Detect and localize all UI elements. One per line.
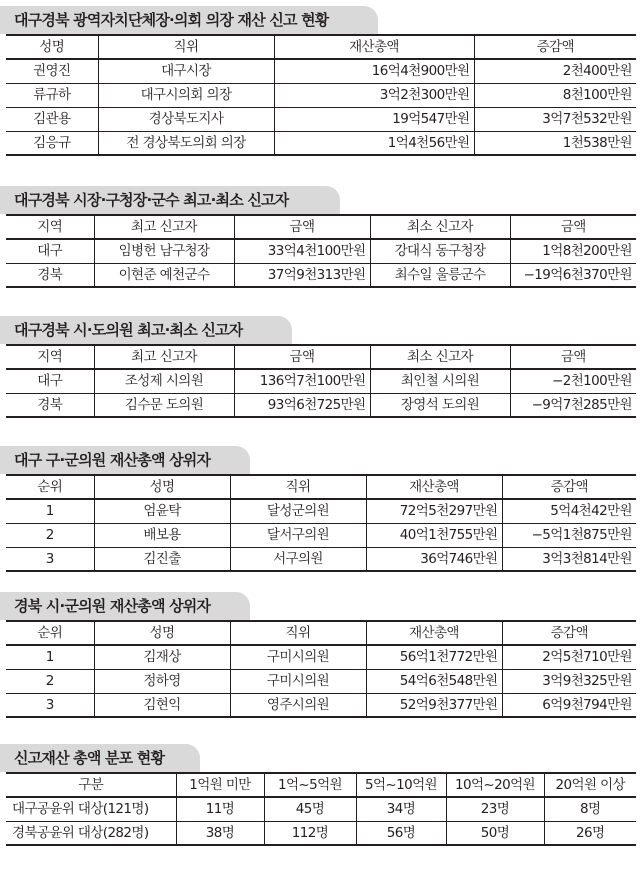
table-governors-assets (6, 34, 636, 156)
col-header: 구분 (6, 773, 176, 797)
cell-rank: 2 (6, 523, 94, 547)
table-daegu-district-councilors (6, 474, 636, 572)
cell-name: 정하영 (94, 669, 230, 693)
cell-top-reporter: 이현준 예천군수 (94, 263, 234, 287)
cell-rank: 3 (6, 547, 94, 571)
table-councilors-top-bottom (6, 344, 636, 418)
col-header: 성명 (94, 621, 230, 645)
cell-name: 류규하 (6, 83, 98, 107)
table-row (6, 797, 636, 821)
col-header: 지역 (6, 345, 94, 369)
cell-total: 54억6천548만원 (366, 669, 502, 693)
cell-rank: 2 (6, 669, 94, 693)
cell-name: 권영진 (6, 59, 98, 83)
cell-name: 김현익 (94, 693, 230, 717)
cell-count: 45명 (264, 797, 356, 821)
cell-amount: 33억4천100만원 (234, 239, 370, 263)
cell-name: 김진출 (94, 547, 230, 571)
cell-change: 5억4천42만원 (502, 499, 636, 523)
cell-rank: 3 (6, 693, 94, 717)
table-row (6, 523, 636, 547)
cell-amount: −19억6천370만원 (510, 263, 636, 287)
cell-count: 11명 (176, 797, 264, 821)
cell-total: 19억547만원 (274, 107, 474, 131)
table-row (6, 645, 636, 669)
cell-amount: 1억8천200만원 (510, 239, 636, 263)
col-header: 20억원 이상 (544, 773, 636, 797)
table-mayors-top-bottom (6, 214, 636, 288)
cell-position: 구미시의원 (230, 669, 366, 693)
col-header: 재산총액 (274, 35, 474, 59)
col-header: 증감액 (502, 621, 636, 645)
section-governors-assets (0, 6, 640, 156)
cell-total: 3억2천300만원 (274, 83, 474, 107)
table-row (6, 59, 636, 83)
cell-change: −5억1천875만원 (502, 523, 636, 547)
cell-top-reporter: 김수문 도의원 (94, 393, 234, 417)
section-title: 신고재산 총액 분포 현황 (0, 744, 200, 772)
section-asset-distribution (0, 744, 640, 846)
col-header: 직위 (98, 35, 274, 59)
cell-position: 전 경상북도의회 의장 (98, 131, 274, 155)
cell-top-reporter: 조성제 시의원 (94, 369, 234, 393)
section-title: 대구 구·군의원 재산총액 상위자 (0, 446, 250, 474)
cell-name: 김관용 (6, 107, 98, 131)
cell-total: 16억4천900만원 (274, 59, 474, 83)
cell-amount: −2천100만원 (510, 369, 636, 393)
col-header: 증감액 (502, 475, 636, 499)
cell-total: 36억746만원 (366, 547, 502, 571)
cell-change: 2천400만원 (474, 59, 636, 83)
cell-region: 대구 (6, 239, 94, 263)
section-title: 대구경북 광역자치단체장·의회 의장 재산 신고 현황 (0, 6, 378, 34)
cell-position: 달성군의원 (230, 499, 366, 523)
col-header: 1억원 미만 (176, 773, 264, 797)
table-gyeongbuk-city-councilors (6, 620, 636, 718)
cell-name: 배보용 (94, 523, 230, 547)
cell-amount: −9억7천285만원 (510, 393, 636, 417)
table-row (6, 263, 636, 287)
cell-count: 26명 (544, 821, 636, 845)
cell-position: 대구시장 (98, 59, 274, 83)
table-row (6, 669, 636, 693)
cell-position: 영주시의원 (230, 693, 366, 717)
cell-total: 40억1천755만원 (366, 523, 502, 547)
table-asset-distribution (6, 772, 636, 846)
col-header: 지역 (6, 215, 94, 239)
cell-top-reporter: 임병헌 남구청장 (94, 239, 234, 263)
cell-region: 경북 (6, 263, 94, 287)
cell-rank: 1 (6, 499, 94, 523)
table-row (6, 369, 636, 393)
table-row (6, 131, 636, 155)
cell-amount: 136억7천100만원 (234, 369, 370, 393)
col-header: 직위 (230, 621, 366, 645)
col-header: 순위 (6, 621, 94, 645)
col-header: 증감액 (474, 35, 636, 59)
cell-count: 56명 (356, 821, 446, 845)
cell-total: 1억4천56만원 (274, 131, 474, 155)
cell-position: 대구시의회 의장 (98, 83, 274, 107)
cell-position: 서구의원 (230, 547, 366, 571)
cell-change: 8천100만원 (474, 83, 636, 107)
cell-name: 엄윤탁 (94, 499, 230, 523)
col-header: 성명 (6, 35, 98, 59)
section-title: 경북 시·군의원 재산총액 상위자 (0, 592, 250, 620)
cell-count: 8명 (544, 797, 636, 821)
cell-change: 2억5천710만원 (502, 645, 636, 669)
cell-total: 56억1천772만원 (366, 645, 502, 669)
cell-amount: 37억9천313만원 (234, 263, 370, 287)
col-header: 재산총액 (366, 475, 502, 499)
section-councilors-top-bottom (0, 316, 640, 418)
col-header: 최소 신고자 (370, 215, 510, 239)
cell-change: 3억7천532만원 (474, 107, 636, 131)
col-header: 순위 (6, 475, 94, 499)
cell-change: 3억9천325만원 (502, 669, 636, 693)
col-header: 최고 신고자 (94, 215, 234, 239)
section-title: 대구경북 시·도의원 최고·최소 신고자 (0, 316, 292, 344)
table-row (6, 107, 636, 131)
cell-amount: 93억6천725만원 (234, 393, 370, 417)
table-row (6, 393, 636, 417)
table-row (6, 239, 636, 263)
cell-name: 김응규 (6, 131, 98, 155)
cell-name: 김재상 (94, 645, 230, 669)
col-header: 금액 (234, 215, 370, 239)
col-header: 재산총액 (366, 621, 502, 645)
cell-position: 경상북도지사 (98, 107, 274, 131)
cell-change: 1천538만원 (474, 131, 636, 155)
cell-region: 대구 (6, 369, 94, 393)
cell-change: 6억9천794만원 (502, 693, 636, 717)
cell-bottom-reporter: 최인철 시의원 (370, 369, 510, 393)
col-header: 금액 (234, 345, 370, 369)
table-row (6, 693, 636, 717)
cell-category: 경북공윤위 대상(282명) (6, 821, 176, 845)
col-header: 금액 (510, 345, 636, 369)
cell-count: 38명 (176, 821, 264, 845)
cell-region: 경북 (6, 393, 94, 417)
section-title: 대구경북 시장·구청장·군수 최고·최소 신고자 (0, 186, 340, 214)
cell-bottom-reporter: 장영석 도의원 (370, 393, 510, 417)
cell-position: 달서구의원 (230, 523, 366, 547)
table-row (6, 499, 636, 523)
col-header: 금액 (510, 215, 636, 239)
col-header: 최고 신고자 (94, 345, 234, 369)
col-header: 직위 (230, 475, 366, 499)
col-header: 5억~10억원 (356, 773, 446, 797)
cell-bottom-reporter: 최수일 울릉군수 (370, 263, 510, 287)
section-gyeongbuk-city-councilors (0, 592, 640, 718)
section-daegu-district-councilors (0, 446, 640, 572)
cell-position: 구미시의원 (230, 645, 366, 669)
cell-total: 72억5천297만원 (366, 499, 502, 523)
col-header: 최소 신고자 (370, 345, 510, 369)
cell-category: 대구공윤위 대상(121명) (6, 797, 176, 821)
cell-count: 112명 (264, 821, 356, 845)
cell-total: 52억9천377만원 (366, 693, 502, 717)
col-header: 성명 (94, 475, 230, 499)
cell-change: 3억3천814만원 (502, 547, 636, 571)
cell-count: 23명 (446, 797, 544, 821)
table-row (6, 547, 636, 571)
table-row (6, 83, 636, 107)
col-header: 10억~20억원 (446, 773, 544, 797)
cell-count: 50명 (446, 821, 544, 845)
cell-rank: 1 (6, 645, 94, 669)
table-row (6, 821, 636, 845)
cell-count: 34명 (356, 797, 446, 821)
col-header: 1억~5억원 (264, 773, 356, 797)
section-mayors-top-bottom (0, 186, 640, 288)
cell-bottom-reporter: 강대식 동구청장 (370, 239, 510, 263)
